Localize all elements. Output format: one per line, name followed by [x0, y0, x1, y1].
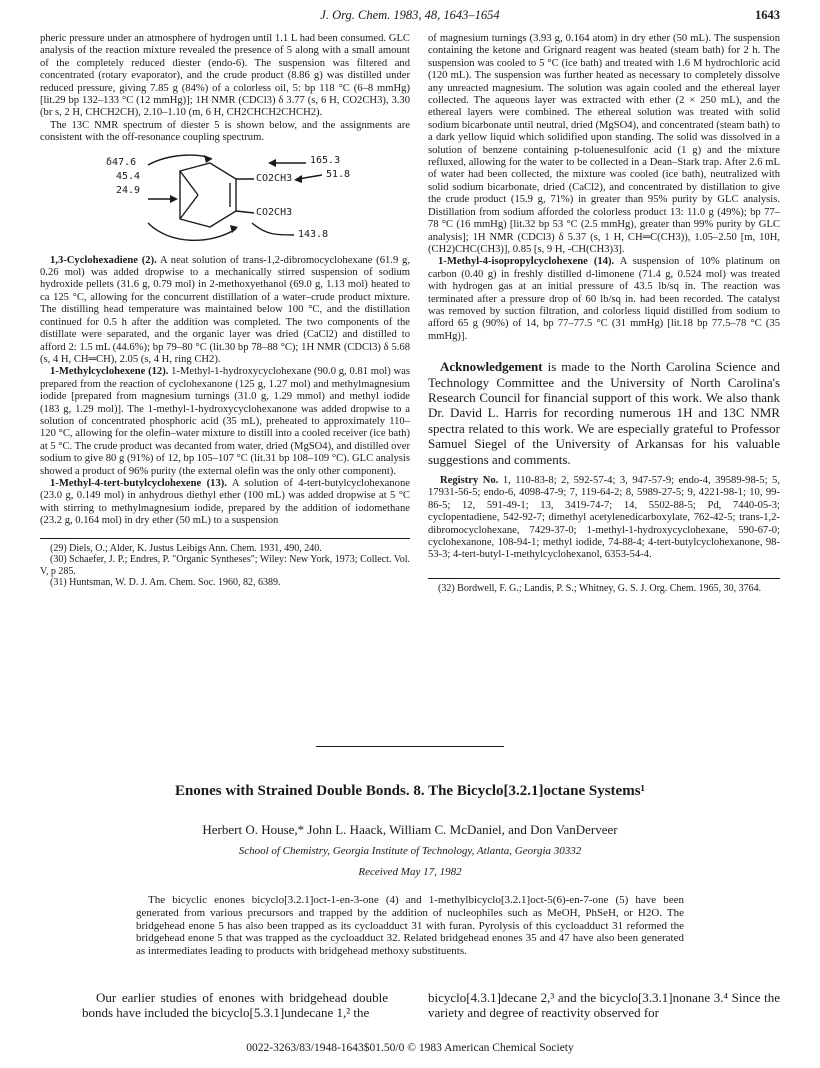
paragraph: A neat solution of trans-1,2-dibromocyclohexane (61.9 g, 0.26 mol) was added dropwise to a mechanically stirred suspension of sodium hydroxide pellets (31.6 g, 0.79 mol) in 2-methoxyethanol (69.0 g, 1.13 mol) heated to ca 125 °C, allowing for the concurrent distillation of a water–crude product mixture. The distilling head temperature was maintained below 100 °C, and the distillation continued for 0.5 h after the addition was completed. The two components of the distillate were separated, and the organic layer was dried (CaCl2) and distilled to afford 2: 1.5 mL (44.6%); bp 79–80 °C (lit.30 bp 78–88 °C); 1H NMR (CDCl3) δ 5.68 (s, 4 H, CH═CH), 2.05 (s, 4 H, ring CH2). [40, 254, 410, 365]
ack-text: is made to the North Carolina Science and Technology Committee and the University of North Carolina's Research Council for financial support of this work. We also thank Dr. David L. Harris for recording numerous 1H and 13C NMR spectra related to this work. We are especially grateful to Professor Samuel Siegel of the University of Arkansas for his valuable suggestions and comments. [428, 359, 780, 467]
journal-citation: J. Org. Chem. 1983, 48, 1643–1654 [320, 8, 500, 22]
nmr-structure-figure [40, 149, 410, 249]
page-footer: 0022-3263/83/1948-1643$01.50/0 © 1983 American Chemical Society [246, 1042, 574, 1054]
shift-label: 24.9 [116, 184, 141, 196]
registry-heading: Registry No. [440, 475, 499, 486]
paragraph: A suspension of 10% platinum on carbon (0.40 g) in freshly distilled d-limonene (71.4 g, 0.524 mol) was treated with hydrogen gas at an initial pressure of 43.5 lb/sq in. The reaction was terminated after a pressure drop of 60 lb/sq in. had been recorded. The catalyst was removed by suction filtration, and colorless liquid distilled from sodium to afford 65 g (90%) of 14, bp 77–77.5 °C (31 mmHg) [lit.18 bp 77.5–78 °C (35 mmHg)]. [428, 256, 780, 342]
footnote: (31) Huntsman, W. D. J. Am. Chem. Soc. 1960, 82, 6389. [50, 577, 281, 589]
footnote: (32) Bordwell, F. G.; Landis, P. S.; Whitney, G. S. J. Org. Chem. 1965, 30, 3764. [438, 582, 762, 594]
ack-heading: Acknowledgement [440, 359, 543, 375]
registry-numbers [428, 475, 780, 562]
section-heading: 1-Methylcyclohexene (12). [50, 366, 169, 378]
shift-label: 165.3 [310, 154, 341, 166]
left-column [40, 33, 410, 589]
paragraph: of magnesium turnings (3.93 g, 0.164 atom) in dry ether (50 mL). The suspension containing the ketone and Grignard reagent was heated (steam bath) for 2 h. The suspension was cooled to 5 °C (ice bath) and treated with 1.6 M hydrochloric acid (120 mL). The suspension was further heated as necessary to completely dissolve any unreacted magnesium. The solution was again cooled and the ethereal layer collected. The aqueous layer was extracted with ether (2 × 250 mL), and the ethereal layers were combined. The ethereal solution was treated with solid sodium bicarbonate until neutral, dried (MgSO4), and concentrated (steam bath) to a dark yellow liquid which solidified upon standing. The solid was dissolved in a solution of benzene containing p-toluenesulfonic acid (1 g) and the mixture refluxed, allowing for the water to be collected in a Dean–Stark trap. After 2.6 mL of water had been collected, the mixture was cooled (ice bath), neutralized with solid sodium bicarbonate, dried (CaCl2), and concentrated by distillation to give the crude product (15.9 g, 71%) in greater than 95% purity by GLC analysis. Distillation from sodium afforded the colorless product 13: 11.0 g (49%); bp 77–78 °C (16 mmHg) [lit.32 bp 53 °C (2.5 mmHg), greater than 99% purity by GLC analysis]; 1H NMR (CDCl3) δ 5.37 (s, 1 H, CH═C(CH3)), 1.05–2.50 [m, 10H, (CH2)CHC(CH3)], 0.85 [s, 9 H, -CH(CH3)3]. [428, 33, 780, 255]
ester-label: CO2CH3 [256, 206, 293, 218]
shift-label: 51.8 [326, 168, 351, 180]
article-separator [316, 746, 504, 747]
section-heading: 1,3-Cyclohexadiene (2). [50, 254, 157, 266]
intro-text: Our earlier studies of enones with bridgehead double bonds have included the bicyclo[5.3.1]undecane 1,² the [82, 990, 388, 1021]
footnotes [428, 583, 780, 595]
paragraph: 1-Methyl-1-hydroxycyclohexane (90.0 g, 0.81 mol) was prepared from the reaction of cyclohexanone (125 g, 1.27 mol) and methylmagnesium iodide [prepared from magnesium turnings (31.0 g, 1.29 mmol) and methyl iodide (183 g, 1.29 mol)]. The 1-methyl-1-hydroxycyclohexanone was added dropwise to a solution of concentrated phosphoric acid (35 mL), preheated to approximately 110–120 °C, allowing for the olefin–water mixture to distill into a cooled receiver (ice bath) at 5 °C. The crude product was decanted from water, dried (MgSO4), and distilled over sodium to give 80 g (91%) of 12, bp 105–107 °C (lit.31 bp 108–109 °C). GLC analysis showed a product of 96% purity (the external olefin was the only other component). [40, 366, 410, 477]
abstract-text: The bicyclic enones bicyclo[3.2.1]oct-1-en-3-one (4) and 1-methylbicyclo[3.2.1]oct-5(6)-en-7-one (5) have been generated from various precursors and trapped by the addition of nucleophiles such as MeOH, PhSeH, or H2O. The bridgehead enone 5 has also been trapped as its cycloadduct 31 with furan. Pyrolysis of this cycloadduct 31 reformed the bridgehead enone 5 that was trapped as the cycloadduct 32. Related bridgehead enones 35 and 47 have also been generated as intermediates leading to products with bridgehead methoxy substituents. [136, 894, 684, 958]
section-heading: 1-Methyl-4-isopropylcyclohexene (14). [438, 256, 615, 268]
paragraph: pheric pressure under an atmosphere of hydrogen until 1.1 L had been consumed. GLC analysis of the reaction mixture revealed the presence of 5 along with a small amount of the completely reduced diester (endo-6). The suspension was filtered and concentrated (rotary evaporator), and the crude product (8.86 g) was distilled under reduced pressure, giving 7.85 g (84%) of a colorless oil, 5: bp 118 °C (6–8 mmHg) [lit.29 bp 132–133 °C (12 mmHg)]; 1H NMR (CDCl3) δ 3.77 (s, 6 H, CO2CH3), 3.30 (br s, 2 H, CHCH2CH), 2.10–1.10 (m, 6 H, CH2CHCH2CHCH2). [40, 33, 410, 119]
structure-drawing [40, 149, 410, 249]
shift-label: δ47.6 [106, 156, 137, 168]
paragraph: The 13C NMR spectrum of diester 5 is shown below, and the assignments are consistent with the off-resonance coupling spectrum. [40, 119, 410, 144]
running-head [0, 8, 820, 26]
received-date: Received May 17, 1982 [358, 866, 462, 878]
article-title: Enones with Strained Double Bonds. 8. The Bicyclo[3.2.1]octane Systems¹ [174, 783, 646, 799]
abstract [136, 894, 684, 958]
acknowledgement [428, 359, 780, 467]
ester-label: CO2CH3 [256, 172, 293, 184]
article-affiliation: School of Chemistry, Georgia Institute of Technology, Atlanta, Georgia 30332 [238, 845, 582, 857]
footnote-rule [428, 578, 780, 579]
registry-text: 1, 110-83-8; 2, 592-57-4; 3, 947-57-9; endo-4, 39589-98-5; 5, 17931-56-5; endo-6, 4098-47-9; 7, 119-64-2; 8, 5989-27-5; 9, 4221-98-1; 10, 99-86-5; 12, 591-49-1; 13, 3419-74-7; 14, 5502-88-5; Pd, 7440-05-3; cyclopentadiene, 542-92-7; dimethyl acetylenedicarboxylate, 762-42-5; trans-1,2-dibromocyclohexane, 7429-37-0; 1-methyl-1-hydroxycyclohexane, 590-67-0; cyclohexanone, 108-94-1; methyl iodide, 74-88-4; 4-tert-butylcyclohexanone, 98-53-3; 4-tert-butyl-1-methylcyclohexanol, 6353-54-4. [428, 475, 780, 561]
shift-label: 143.8 [298, 228, 329, 240]
intro-left [82, 990, 388, 1021]
page-number: 1643 [755, 8, 780, 22]
section-heading: 1-Methyl-4-tert-butylcyclohexene (13). [50, 477, 227, 489]
intro-right [428, 990, 780, 1021]
paragraph: A solution of 4-tert-butylcyclohexanone (23.0 g, 0.149 mol) in anhydrous diethyl ether (100 mL) was added dropwise at 5 °C with stirring to methylmagnesium iodide, prepared by the addition of iodomethane (23.2 g, 0.164 mol) in dry ether (50 mL) to a suspension [40, 477, 410, 527]
footnotes [40, 543, 410, 589]
footnote: (29) Diels, O.; Alder, K. Justus Leibigs Ann. Chem. 1931, 490, 240. [50, 542, 322, 554]
shift-label: 45.4 [116, 170, 141, 182]
footnote-rule [40, 538, 410, 539]
intro-text: bicyclo[4.3.1]decane 2,³ and the bicyclo[3.3.1]nonane 3.⁴ Since the variety and degree of reactivity observed for [428, 990, 780, 1021]
right-column [428, 33, 780, 594]
footnote: (30) Schaefer, J. P.; Endres, P. "Organic Syntheses"; Wiley: New York, 1973; Collect. Vol. V, p 285. [40, 554, 410, 577]
article-authors: Herbert O. House,* John L. Haack, William C. McDaniel, and Don VanDerveer [202, 822, 618, 837]
